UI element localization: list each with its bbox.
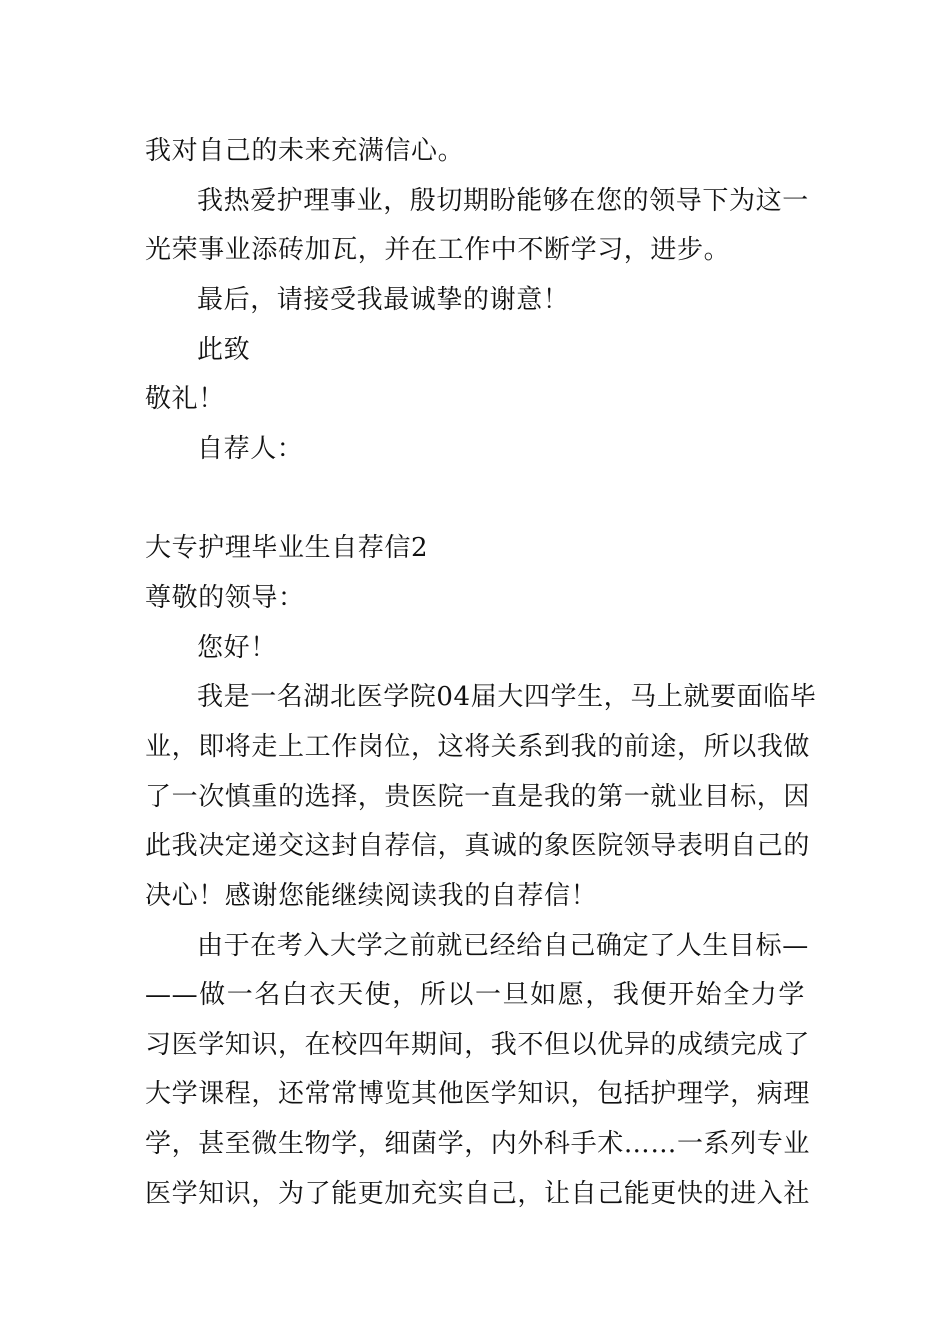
closing-salutation: 此致 [197,335,251,365]
thanks-line: 最后，请接受我最诚挚的谢意！ [197,285,570,315]
paragraph-dedication-line: 我热爱护理事业，殷切期盼能够在您的领导下为这一 [197,186,809,216]
paragraph-study-line: 习医学知识，在校四年期间，我不但以优异的成绩完成了 [145,1030,811,1060]
letter-title: 大专护理毕业生自荐信2 [145,533,429,563]
paragraph-study-line: 医学知识，为了能更加充实自己，让自己能更快的进入社 [145,1179,811,1209]
paragraph-study-line: 大学课程，还常常博览其他医学知识，包括护理学，病理 [145,1079,811,1109]
recipient-line: 尊敬的领导： [145,583,305,613]
paragraph-study-line: ——做一名白衣天使，所以一旦如愿，我便开始全力学 [145,980,805,1010]
paragraph-intro-line: 了一次慎重的选择，贵医院一直是我的第一就业目标，因 [145,782,811,812]
paragraph-intro-line: 我是一名湖北医学院04届大四学生，马上就要面临毕 [197,682,817,712]
paragraph-study-line: 学，甚至微生物学，细菌学，内外科手术……一系列专业 [145,1129,811,1159]
paragraph-dedication-line: 光荣事业添砖加瓦，并在工作中不断学习，进步。 [145,235,731,265]
paragraph-intro-line: 决心！感谢您能继续阅读我的自荐信！ [145,881,598,911]
paragraph-intro-line: 业，即将走上工作岗位，这将关系到我的前途，所以我做 [145,732,811,762]
signature-label: 自荐人： [197,434,304,464]
greeting-line: 您好！ [197,633,277,663]
paragraph-study-line: 由于在考入大学之前就已经给自己确定了人生目标— [197,931,809,961]
paragraph-intro-line: 此我决定递交这封自荐信，真诚的象医院领导表明自己的 [145,831,811,861]
closing-regards: 敬礼！ [145,384,225,414]
closing-line: 我对自己的未来充满信心。 [145,136,465,166]
